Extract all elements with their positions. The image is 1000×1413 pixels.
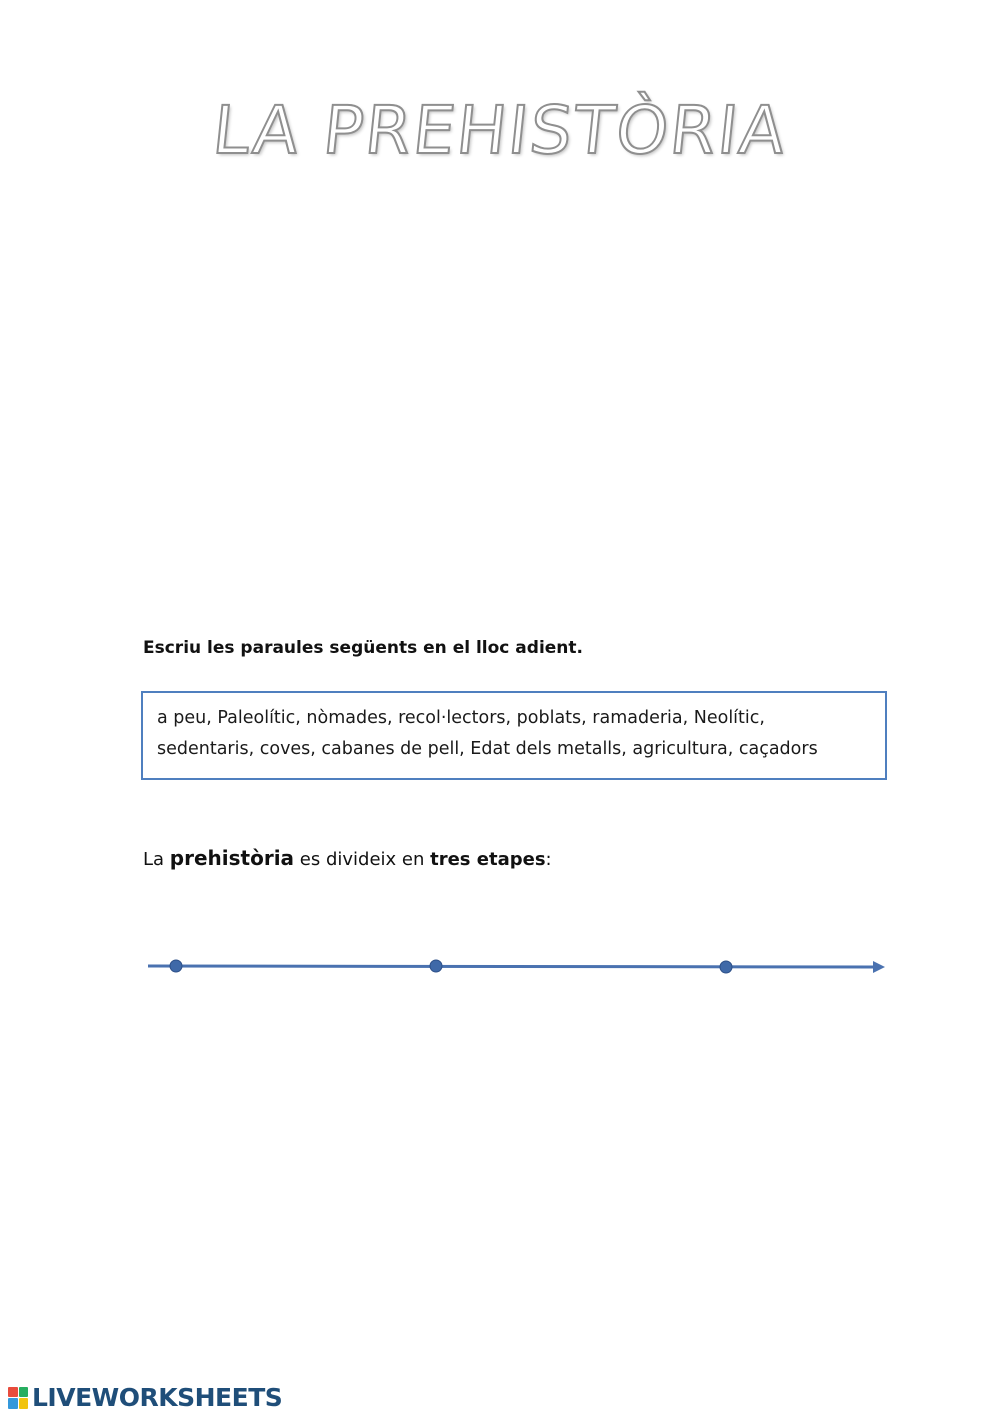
footer-brand [8,1383,282,1412]
sentence-keyword-prehistoria: prehistòria [169,846,295,870]
sentence-part-3: es divideix en [294,849,431,870]
sentence-part-1: La [143,849,170,870]
word-bank-box [141,691,887,780]
timeline-point-2 [430,960,442,972]
footer-brand-text: LIVEWORKSHEETS [32,1383,283,1412]
sentence-keyword-tres-etapes: tres etapes [430,849,546,870]
timeline [140,950,890,984]
timeline-point-3 [720,961,732,973]
logo-square-red [8,1387,18,1398]
timeline-point-1 [170,960,182,972]
page-title: LA PREHISTÒRIA [209,92,791,169]
word-bank-line-2: sedentaris, coves, cabanes de pell, Edat dels metalls, agricultura, caçadors [157,739,818,759]
sentence-part-5: : [545,849,552,870]
prompt-sentence [143,846,552,870]
timeline-line [148,966,875,967]
timeline-arrowhead [873,961,885,973]
instruction-text: Escriu les paraules següents en el lloc adient. [143,638,583,658]
liveworksheets-logo-icon [8,1387,28,1409]
logo-square-green [19,1387,29,1398]
word-bank-line-1: a peu, Paleolític, nòmades, recol·lectors, poblats, ramaderia, Neolític, [157,708,765,728]
logo-square-yellow [19,1398,29,1409]
logo-square-blue [8,1398,18,1409]
